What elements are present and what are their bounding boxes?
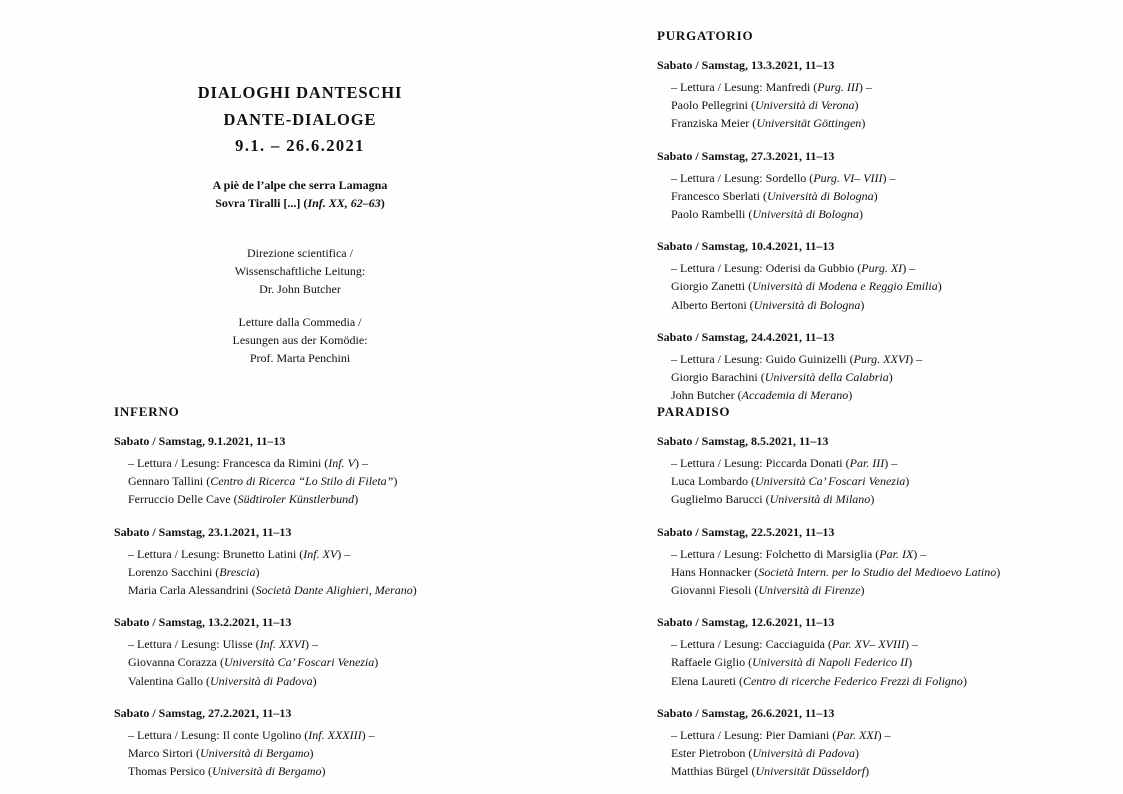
speaker-name: Alberto Bertoni ( xyxy=(671,297,754,312)
speaker-1 xyxy=(657,653,1000,671)
speaker-institution: Università di Milano xyxy=(769,492,871,507)
speaker-name: Elena Laureti ( xyxy=(671,673,743,688)
speaker-name: Paolo Rambelli ( xyxy=(671,207,753,222)
speaker-institution: Brescia xyxy=(219,564,256,579)
reading-text: – Lettura / Lesung: Folchetto di Marsiglia ( xyxy=(671,546,880,561)
motto-text: Sovra Tiralli [...] ( xyxy=(215,196,308,210)
speaker-name: Giorgio Barachini ( xyxy=(671,370,765,385)
speaker-institution: Università Ca’ Foscari Venezia xyxy=(223,655,375,670)
speaker-2 xyxy=(657,296,942,314)
section-paradiso xyxy=(657,404,1000,794)
reading-text: – Lettura / Lesung: Ulisse ( xyxy=(128,637,260,652)
motto-line-1: A piè de l’alpe che serra Lamagna xyxy=(212,178,388,192)
readings-label-it: Letture dalla Commedia / xyxy=(238,315,362,329)
speaker-name: Giorgio Zanetti ( xyxy=(671,279,753,294)
speaker-institution: Università di Bergamo xyxy=(211,764,322,779)
reading-text: – Lettura / Lesung: Francesca da Rimini ( xyxy=(128,456,329,470)
reading-close: ) – xyxy=(904,637,918,652)
event-reading xyxy=(657,454,1000,472)
speaker-institution: Università di Padova xyxy=(209,673,313,688)
reading-text: – Lettura / Lesung: Cacciaguida ( xyxy=(671,637,832,652)
canto-reference: Par. IX xyxy=(879,546,914,561)
speaker-name: Paolo Pellegrini ( xyxy=(671,98,755,113)
speaker-close: ) xyxy=(412,583,417,598)
speaker-close: ) xyxy=(888,370,893,385)
speaker-institution: Universität Göttingen xyxy=(756,116,862,131)
speaker-name: Francesco Sberlati ( xyxy=(671,188,767,203)
reading-text: – Lettura / Lesung: Piccarda Donati ( xyxy=(671,456,850,470)
speaker-1 xyxy=(657,744,1000,762)
speaker-close: ) xyxy=(905,474,910,489)
readings-credit xyxy=(130,313,470,367)
speaker-1 xyxy=(657,96,942,114)
event-reading xyxy=(657,635,1000,653)
direction-label-de: Wissenschaftliche Leitung: xyxy=(234,264,366,278)
speaker-name: Ester Pietrobon ( xyxy=(671,746,753,761)
speaker-close: ) xyxy=(996,564,1001,579)
speaker-institution: Centro di Ricerca “Lo Stilo di Fileta” xyxy=(210,474,394,489)
speaker-name: Gennaro Tallini ( xyxy=(128,474,211,489)
event-date: Sabato / Samstag, 24.4.2021, 11–13 xyxy=(657,329,835,344)
section-purgatorio xyxy=(657,28,942,418)
speaker-1 xyxy=(114,563,417,581)
speaker-close: ) xyxy=(908,655,913,670)
event-entry xyxy=(114,704,417,781)
event-entry xyxy=(657,237,942,314)
section-title: INFERNO xyxy=(114,404,180,419)
motto-quote xyxy=(130,176,470,212)
event-date: Sabato / Samstag, 13.3.2021, 11–13 xyxy=(657,58,835,72)
speaker-1 xyxy=(114,744,417,762)
speaker-close: ) xyxy=(854,98,859,113)
section-title: PURGATORIO xyxy=(657,28,754,43)
speaker-name: Ferruccio Delle Cave ( xyxy=(128,492,238,507)
speaker-name: Valentina Gallo ( xyxy=(128,673,210,688)
motto-reference: Inf. XX, 62–63 xyxy=(307,196,381,210)
event-date: Sabato / Samstag, 10.4.2021, 11–13 xyxy=(657,239,835,254)
reading-text: – Lettura / Lesung: Guido Guinizelli ( xyxy=(671,351,854,366)
speaker-close: ) xyxy=(865,764,870,779)
speaker-institution: Universität Düsseldorf xyxy=(755,764,866,779)
section-title: PARADISO xyxy=(657,404,731,419)
reading-close: ) – xyxy=(858,80,872,94)
readings-label-de: Lesungen aus der Komödie: xyxy=(232,333,368,347)
event-reading xyxy=(114,545,417,563)
speaker-2 xyxy=(657,762,1000,780)
event-date: Sabato / Samstag, 23.1.2021, 11–13 xyxy=(114,524,292,539)
speaker-1 xyxy=(657,277,942,295)
speaker-1 xyxy=(657,563,1000,581)
program-title xyxy=(130,80,470,160)
speaker-institution: Società Intern. per lo Studio del Medioevo Latino xyxy=(758,564,997,579)
canto-reference: Purg. III xyxy=(817,80,859,94)
event-reading xyxy=(114,635,417,653)
speaker-1 xyxy=(657,368,942,386)
reading-close: ) – xyxy=(304,637,318,652)
speaker-institution: Università della Calabria xyxy=(764,370,889,385)
section-inferno xyxy=(114,404,417,794)
speaker-close: ) xyxy=(860,583,865,598)
speaker-close: ) xyxy=(312,673,317,688)
speaker-name: Raffaele Giglio ( xyxy=(671,655,753,670)
speaker-2 xyxy=(114,581,417,599)
speaker-institution: Accademia di Merano xyxy=(741,388,849,403)
reading-close: ) – xyxy=(882,170,896,185)
speaker-institution: Università di Padova xyxy=(752,746,855,761)
speaker-name: Thomas Persico ( xyxy=(128,764,212,779)
speaker-close: ) xyxy=(854,746,859,761)
event-reading xyxy=(657,350,942,368)
reading-text: – Lettura / Lesung: Manfredi ( xyxy=(671,80,818,94)
reading-close: ) – xyxy=(902,261,916,276)
speaker-institution: Università di Firenze xyxy=(758,583,861,598)
event-date: Sabato / Samstag, 8.5.2021, 11–13 xyxy=(657,434,829,448)
event-reading xyxy=(657,169,942,187)
speaker-close: ) xyxy=(255,564,260,579)
speaker-name: Marco Sirtori ( xyxy=(128,746,200,761)
speaker-2 xyxy=(114,672,417,690)
speaker-institution: Università di Verona xyxy=(755,98,855,113)
speaker-institution: Università di Napoli Federico II xyxy=(752,655,909,670)
event-reading xyxy=(657,545,1000,563)
reading-close: ) – xyxy=(877,727,891,742)
speaker-institution: Università di Modena e Reggio Emilia xyxy=(752,279,938,294)
speaker-close: ) xyxy=(848,388,853,403)
speaker-institution: Università di Bologna xyxy=(753,297,861,312)
event-date: Sabato / Samstag, 26.6.2021, 11–13 xyxy=(657,705,835,720)
event-date: Sabato / Samstag, 22.5.2021, 11–13 xyxy=(657,524,835,539)
canto-reference: Inf. XXXIII xyxy=(308,727,362,742)
speaker-close: ) xyxy=(354,492,359,507)
speaker-name: John Butcher ( xyxy=(671,388,742,403)
reading-text: – Lettura / Lesung: Pier Damiani ( xyxy=(671,727,837,742)
speaker-name: Lorenzo Sacchini ( xyxy=(128,564,220,579)
speaker-institution: Centro di ricerche Federico Frezzi di Foligno xyxy=(742,673,963,688)
event-date: Sabato / Samstag, 9.1.2021, 11–13 xyxy=(114,434,286,448)
event-entry xyxy=(114,432,417,509)
speaker-1 xyxy=(114,472,417,490)
speaker-2 xyxy=(114,762,417,780)
speaker-name: Giovanni Fiesoli ( xyxy=(671,583,759,598)
speaker-institution: Università Ca’ Foscari Venezia xyxy=(754,474,906,489)
reading-close: ) – xyxy=(909,351,923,366)
event-entry xyxy=(657,613,1000,690)
event-reading xyxy=(114,454,417,472)
director-name: Dr. John Butcher xyxy=(259,282,341,296)
speaker-name: Matthias Bürgel ( xyxy=(671,764,756,779)
event-entry xyxy=(657,328,942,405)
canto-reference: Purg. XI xyxy=(861,261,903,276)
direction-label-it: Direzione scientifica / xyxy=(247,246,353,260)
event-entry xyxy=(657,432,1000,509)
motto-line-2 xyxy=(130,194,470,212)
event-entry xyxy=(657,523,1000,600)
reading-close: ) – xyxy=(354,456,368,470)
reading-close: ) – xyxy=(884,456,898,470)
speaker-close: ) xyxy=(873,188,878,203)
event-date: Sabato / Samstag, 12.6.2021, 11–13 xyxy=(657,615,835,630)
speaker-2 xyxy=(657,386,942,404)
speaker-2 xyxy=(657,490,1000,508)
event-entry xyxy=(114,613,417,690)
event-reading xyxy=(657,726,1000,744)
motto-close: ) xyxy=(380,196,385,210)
speaker-1 xyxy=(657,187,942,205)
speaker-institution: Società Dante Alighieri, Merano xyxy=(255,583,413,598)
event-entry xyxy=(657,147,942,224)
speaker-close: ) xyxy=(861,116,866,131)
speaker-close: ) xyxy=(393,474,398,489)
reading-close: ) – xyxy=(913,546,927,561)
speaker-name: Guglielmo Barucci ( xyxy=(671,492,770,507)
title-line-german: DANTE-DIALOGE xyxy=(223,109,377,129)
speaker-1 xyxy=(657,472,1000,490)
canto-reference: Inf. V xyxy=(328,456,355,470)
speaker-institution: Südtiroler Künstlerbund xyxy=(237,492,355,507)
event-entry xyxy=(114,523,417,600)
canto-reference: Purg. XXVI xyxy=(853,351,910,366)
speaker-2 xyxy=(657,672,1000,690)
speaker-close: ) xyxy=(860,297,865,312)
event-reading xyxy=(657,259,942,277)
title-dates: 9.1. – 26.6.2021 xyxy=(235,136,365,155)
canto-reference: Inf. XXVI xyxy=(259,637,305,652)
speaker-2 xyxy=(657,114,942,132)
speaker-close: ) xyxy=(859,207,863,222)
canto-reference: Purg. VI– VIII xyxy=(813,170,883,185)
speaker-name: Giovanna Corazza ( xyxy=(128,655,224,670)
canto-reference: Par. III xyxy=(849,456,885,470)
reader-name: Prof. Marta Penchini xyxy=(249,351,351,365)
reading-close: ) – xyxy=(361,727,375,742)
speaker-1 xyxy=(114,653,417,671)
speaker-institution: Università di Bologna xyxy=(752,207,859,222)
speaker-2 xyxy=(657,581,1000,599)
speaker-name: Hans Honnacker ( xyxy=(671,564,759,579)
canto-reference: Par. XXI xyxy=(836,727,878,742)
event-reading xyxy=(114,726,417,744)
reading-close: ) – xyxy=(337,546,351,561)
speaker-2 xyxy=(657,205,942,223)
speaker-institution: Università di Bologna xyxy=(766,188,874,203)
reading-text: – Lettura / Lesung: Sordello ( xyxy=(671,170,814,185)
speaker-close: ) xyxy=(870,492,875,507)
reading-text: – Lettura / Lesung: Il conte Ugolino ( xyxy=(128,727,309,742)
speaker-name: Maria Carla Alessandrini ( xyxy=(128,583,256,598)
event-entry xyxy=(657,704,1000,781)
event-reading xyxy=(657,78,942,96)
speaker-name: Luca Lombardo ( xyxy=(671,474,755,489)
speaker-name: Franziska Meier ( xyxy=(671,116,757,131)
title-line-italian: DIALOGHI DANTESCHI xyxy=(197,83,403,102)
speaker-close: ) xyxy=(937,279,942,294)
event-date: Sabato / Samstag, 13.2.2021, 11–13 xyxy=(114,615,292,630)
event-date: Sabato / Samstag, 27.3.2021, 11–13 xyxy=(657,148,835,163)
speaker-close: ) xyxy=(962,673,967,688)
speaker-close: ) xyxy=(374,655,379,670)
reading-text: – Lettura / Lesung: Oderisi da Gubbio ( xyxy=(671,261,862,276)
canto-reference: Inf. XV xyxy=(303,546,338,561)
canto-reference: Par. XV– XVIII xyxy=(831,637,905,652)
event-entry xyxy=(657,56,942,133)
reading-text: – Lettura / Lesung: Brunetto Latini ( xyxy=(128,546,304,561)
scientific-direction xyxy=(130,244,470,298)
speaker-institution: Università di Bergamo xyxy=(199,746,310,761)
speaker-close: ) xyxy=(309,746,314,761)
event-date: Sabato / Samstag, 27.2.2021, 11–13 xyxy=(114,705,292,720)
speaker-close: ) xyxy=(321,764,326,779)
speaker-2 xyxy=(114,490,417,508)
